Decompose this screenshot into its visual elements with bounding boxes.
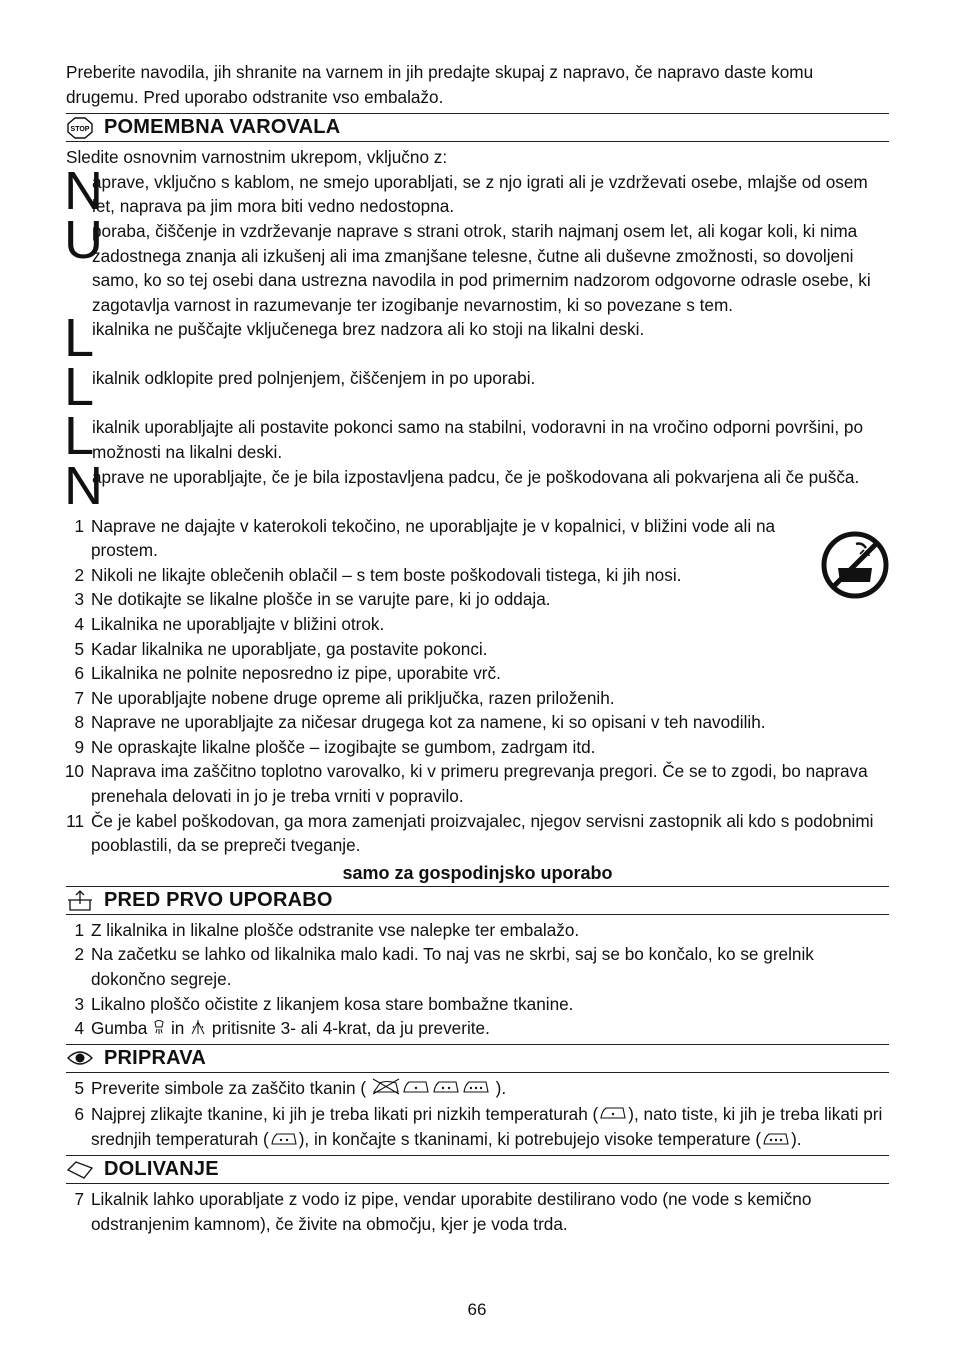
page-number: 66 — [467, 1300, 487, 1319]
drop-cap: U — [64, 209, 103, 270]
iron-three-dots-icon — [761, 1129, 791, 1154]
list-item: 2 Nikoli ne likajte oblečenih oblačil – s tem boste poškodovali tistega, ki jih nosi. — [74, 564, 682, 585]
list-item: 10 Naprava ima zaščitno toplotno varovalko, ki v primeru pregrevanja pregori. Če se to zgodi, bo naprava prenehala delovati in jo je treba vrniti v popravilo. — [64, 761, 868, 807]
list-item: 3 Ne dotikajte se likalne plošče in se varujte pare, ki jo oddaja. — [74, 589, 551, 610]
safety-numbered-list — [66, 514, 889, 858]
list-item: 6 Najprej zlikajte tkanine, ki jih je treba likati pri nizkih temperaturah ( ), nato tiste, ki jih je treba likati pri srednjih temperaturah ( ), in končajte s tkaninami, ki potrebujejo visoke temperature ( ). — [66, 1102, 889, 1154]
list-item: 4 Likalnika ne uporabljajte v bližini otrok. — [74, 613, 385, 634]
first-use-list — [66, 918, 889, 1016]
list-item: 1 Z likalnika in likalne plošče odstranite vse nalepke ter embalažo. — [74, 919, 580, 940]
drop-cap: L — [64, 357, 95, 418]
household-use-note: samo za gospodinjsko uporabo — [342, 862, 613, 883]
spray-icon — [189, 1017, 207, 1042]
section-header-prep — [66, 1044, 889, 1073]
drop-cap: N — [64, 160, 103, 221]
list-item: 7 Likalnik lahko uporabljate z vodo iz pipe, vendar uporabite destilirano vodo (ne vode s kemično odstranjenim kamnom), če živite na območju, kjer je voda trda. — [74, 1189, 812, 1234]
iron-two-dots-icon — [269, 1129, 299, 1154]
list-item: 11 Če je kabel poškodovan, ga mora zamenjati proizvajalec, njegov servisni zastopnik ali kdo s podobnimi pooblastili, da se prepreči tveganje. — [66, 810, 874, 856]
drop-cap: N — [64, 455, 103, 516]
dropcap-list — [64, 160, 889, 516]
iron-one-dot-icon — [401, 1077, 431, 1102]
section-title: PRIPRAVA — [104, 1046, 206, 1069]
section-title: DOLIVANJE — [104, 1158, 219, 1181]
iron-three-dots-icon — [461, 1077, 491, 1102]
dropcap-paragraph: U poraba, čiščenje in vzdrževanje naprave s strani otrok, starih najmanj osem let, ali kogar koli, ki nima zadostnega znanja ali izkušenj ali ima zmanjšane telesne, čutne ali duševne zmožnosti, so dovoljeni samo, ko so tej osebi dana ustrezna navodila in pod primernim nadzorom odgovorne odrasle osebe, ki zagotavlja varnost in razumevanje ter izogibanje nevarnostim, ki so povezane s tem. — [64, 209, 871, 315]
no-water-bath-icon — [820, 530, 890, 605]
dropcap-paragraph: L ikalnika ne puščajte vključenega brez nadzora ali ko stoji na likalni deski. — [64, 308, 645, 369]
section-header-first-use — [66, 886, 889, 915]
list-item: 5 Kadar likalnika ne uporabljate, ga postavite pokonci. — [74, 638, 488, 659]
fill-icon — [66, 1159, 94, 1181]
unpack-icon — [66, 889, 94, 911]
section-header-safety — [66, 113, 889, 142]
steam-shot-icon — [152, 1017, 166, 1042]
safety-lead: Sledite osnovnim varnostnim ukrepom, vključno z: — [66, 147, 448, 168]
iron-two-dots-icon — [431, 1077, 461, 1102]
drop-cap: L — [64, 308, 95, 369]
list-item: 5 Preverite simbole za zaščito tkanin ( ). — [66, 1076, 889, 1102]
list-item: 8 Naprave ne uporabljajte za ničesar drugega kot za namene, ki so opisani v teh navodilih. — [74, 712, 766, 733]
drop-cap: L — [64, 406, 95, 467]
section-title: PRED PRVO UPORABO — [104, 888, 333, 911]
list-item: 9 Ne opraskajte likalne plošče – izogibajte se gumbom, zadrgam itd. — [74, 736, 596, 757]
list-item: 1 Naprave ne dajajte v katerokoli tekočino, ne uporabljajte je v kopalnici, v bližini vode ali na prostem. — [74, 515, 776, 561]
stop-icon — [66, 117, 94, 139]
fill-list — [66, 1187, 889, 1236]
section-title: POMEMBNA VAROVALA — [104, 116, 341, 139]
iron-one-dot-icon — [598, 1103, 628, 1128]
intro-text: Preberite navodila, jih shranite na varnem in jih predajte skupaj z napravo, če napravo daste komu drugemu. Pred uporabo odstranite vso embalažo. — [66, 62, 814, 107]
dropcap-paragraph: N aprave ne uporabljajte, če je bila izpostavljena padcu, če je poškodovana ali pokvarjena ali če pušča. — [64, 455, 860, 516]
list-item: 7 Ne uporabljajte nobene druge opreme ali priključka, razen priloženih. — [74, 687, 615, 708]
list-item: 4 Gumba in pritisnite 3- ali 4-krat, da ju preverite. — [66, 1016, 889, 1042]
svg-text:STOP: STOP — [70, 125, 90, 133]
list-item: 2 Na začetku se lahko od likalnika malo kadi. To naj vas ne skrbi, saj se bo končalo, ko se grelnik dokončno segreje. — [74, 944, 814, 990]
page-content — [66, 60, 889, 1236]
dropcap-paragraph: N aprave, vključno s kablom, ne smejo uporabljati, se z njo igrati ali je vzdrževati osebe, mlajše od osem let, naprava pa jim mora biti vedno nedostopna. — [64, 160, 868, 221]
dropcap-paragraph: L ikalnik uporabljajte ali postavite pokonci samo na stabilni, vodoravni in na vročino odporni površini, po možnosti na likalni deski. — [64, 406, 864, 467]
eye-icon — [66, 1047, 94, 1069]
dropcap-paragraph: L ikalnik odklopite pred polnjenjem, čiščenjem in po uporabi. — [64, 357, 536, 418]
list-item: 6 Likalnika ne polnite neposredno iz pipe, uporabite vrč. — [74, 663, 501, 684]
section-header-fill — [66, 1155, 889, 1184]
no-iron-icon — [371, 1077, 401, 1102]
list-item: 3 Likalno ploščo očistite z likanjem kosa stare bombažne tkanine. — [74, 993, 574, 1014]
